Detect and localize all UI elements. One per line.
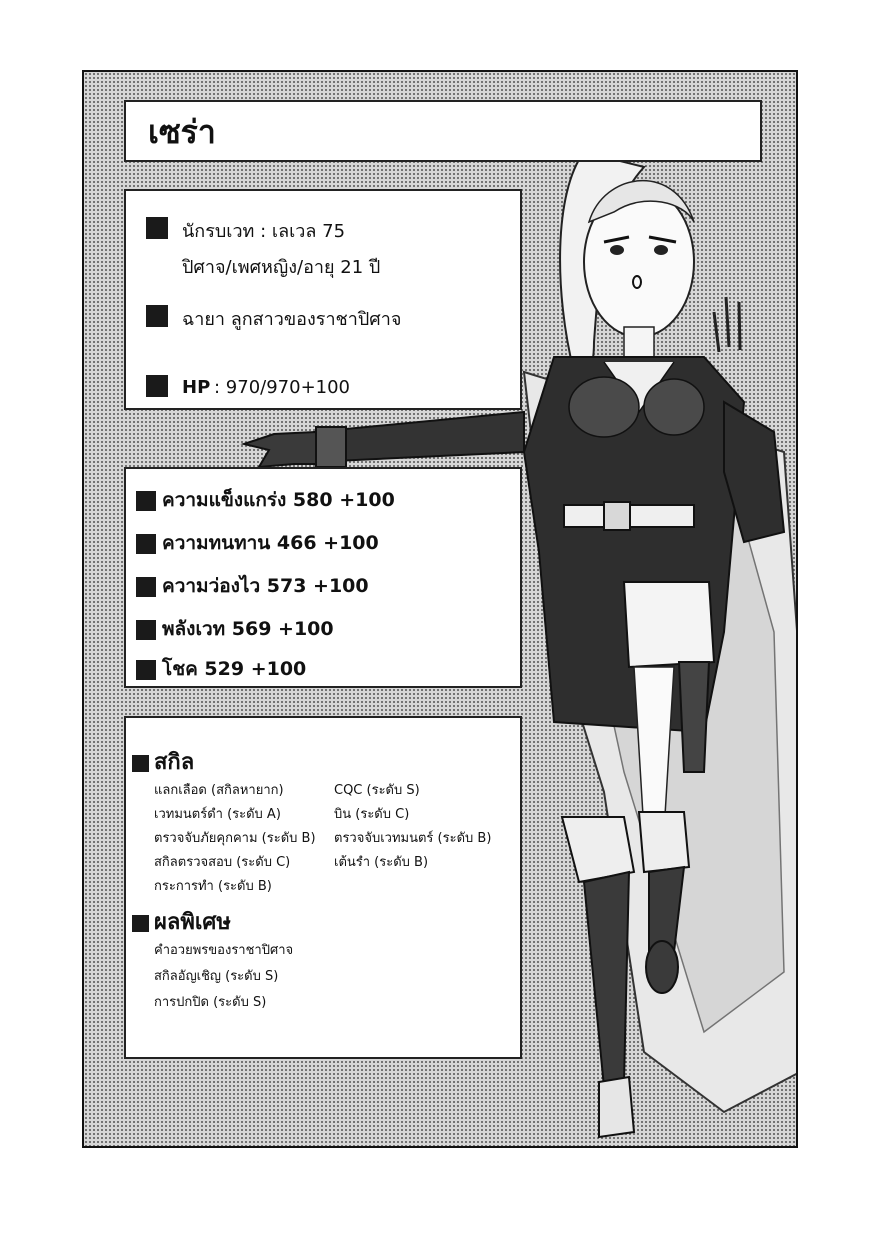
bullet-square-icon xyxy=(136,534,156,554)
info-box xyxy=(124,189,522,410)
class-level: นักรบเวท : เลเวล 75 xyxy=(182,221,346,242)
stat-agility: ความว่องไว 573 +100 xyxy=(162,575,369,597)
skills-box xyxy=(124,716,522,1059)
effect-item-1: คำอวยพรของราชาปิศาจ xyxy=(154,943,294,958)
skill-left-4: สกิลตรวจสอบ (ระดับ C) xyxy=(154,855,291,870)
skill-right-4: เต้นรำ (ระดับ B) xyxy=(334,855,429,870)
hp-label: HP xyxy=(182,377,211,398)
bullet-square-icon xyxy=(136,620,156,640)
stat-luck: โชค 529 +100 xyxy=(162,658,307,680)
skill-right-3: ตรวจจับเวทมนตร์ (ระดับ B) xyxy=(334,831,492,846)
character-title: ฉายา ลูกสาวของราชาปิศาจ xyxy=(182,309,402,330)
effect-item-2: สกิลอัญเชิญ (ระดับ S) xyxy=(154,969,279,984)
bullet-square-icon xyxy=(132,755,149,772)
bullet-square-icon xyxy=(146,217,168,239)
stat-endurance: ความทนทาน 466 +100 xyxy=(162,532,379,554)
bullet-square-icon xyxy=(146,305,168,327)
bullet-square-icon xyxy=(136,660,156,680)
stats-box xyxy=(124,467,522,688)
bullet-square-icon xyxy=(136,491,156,511)
hp-value: : 970/970+100 xyxy=(214,377,351,398)
stat-magic: พลังเวท 569 +100 xyxy=(162,618,334,640)
skill-left-5: กระการทำ (ระดับ B) xyxy=(154,879,272,894)
race-gender-age: ปิศาจ/เพศหญิง/อายุ 21 ปี xyxy=(182,257,381,278)
effects-heading: ผลพิเศษ xyxy=(154,910,231,935)
character-name: เซร่า xyxy=(148,113,216,151)
name-box xyxy=(124,100,762,162)
bullet-square-icon xyxy=(146,375,168,397)
bullet-square-icon xyxy=(136,577,156,597)
skill-left-1: แลกเลือด (สกิลหายาก) xyxy=(154,783,284,798)
skills-heading: สกิล xyxy=(154,750,195,775)
skill-left-3: ตรวจจับภัยคุกคาม (ระดับ B) xyxy=(154,831,316,846)
effect-item-3: การปกปิด (ระดับ S) xyxy=(154,995,267,1010)
skill-right-2: บิน (ระดับ C) xyxy=(334,807,410,822)
bullet-square-icon xyxy=(132,915,149,932)
skill-left-2: เวทมนตร์ดำ (ระดับ A) xyxy=(154,807,281,822)
stat-strength: ความแข็งแกร่ง 580 +100 xyxy=(162,489,395,511)
skill-right-1: CQC (ระดับ S) xyxy=(334,783,420,798)
